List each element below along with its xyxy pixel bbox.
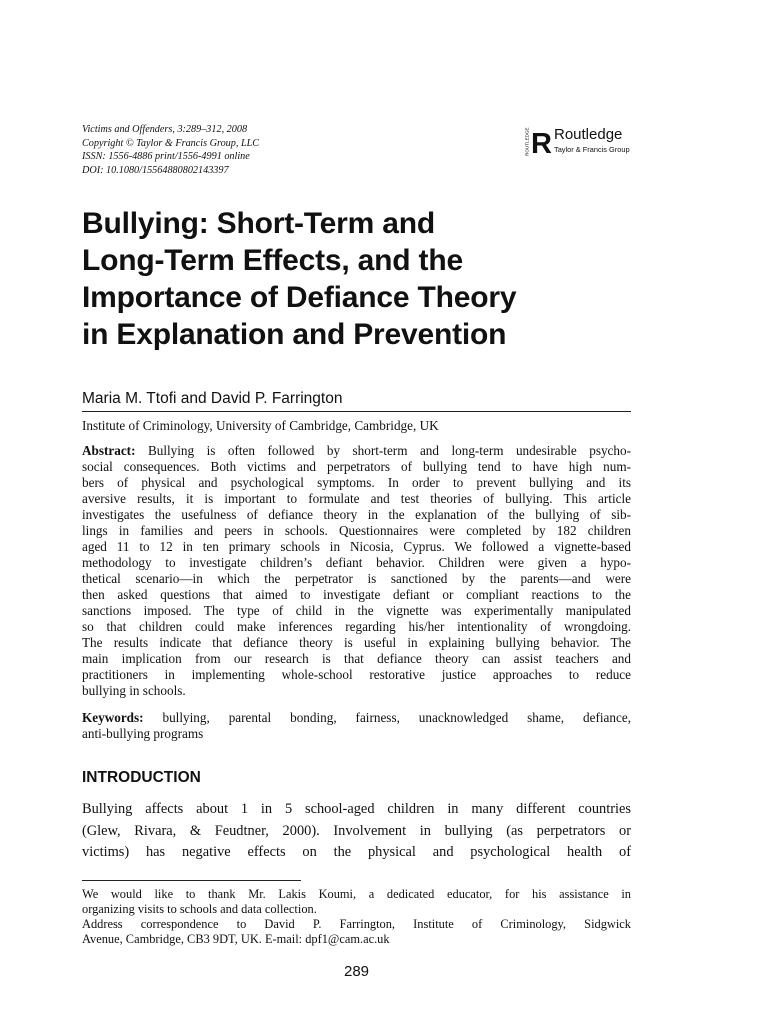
abstract-line: aged 11 to 12 in ten primary schools in Nicosia, Cyprus. We followed a vignette-based [82, 539, 631, 554]
abstract-line: bullying in schools. [82, 683, 186, 698]
abstract-line: thetical scenario—in which the perpetrator is sanctioned by the parents—and were [82, 571, 631, 586]
abstract-line: social consequences. Both victims and perpetrators of bullying tend to have high num- [82, 459, 631, 474]
publisher-name: Routledge [554, 126, 623, 143]
abstract-line: practitioners in implementing whole-school restorative justice approaches to reduce [82, 667, 631, 682]
author-affiliation: Institute of Criminology, University of Cambridge, Cambridge, UK [82, 418, 439, 433]
abstract-line: aversive results, it is important to formulate and test theories of bullying. This article [82, 491, 631, 506]
footnote-line: We would like to thank Mr. Lakis Koumi, a dedicated educator, for his assistance in [82, 887, 631, 901]
body-line: Bullying affects about 1 in 5 school-aged children in many different countries [82, 801, 631, 817]
abstract-line: so that children could make inferences regarding his/her intentionality of wrongdoing. [82, 619, 631, 634]
introduction-body [82, 799, 631, 864]
abstract [82, 443, 631, 699]
journal-citation: Victims and Offenders, 3:289–312, 2008 [82, 124, 248, 135]
footnote-line: organizing visits to schools and data collection. [82, 902, 317, 916]
abstract-line: The results indicate that defiance theory is useful in explaining bullying behavior. The [82, 635, 631, 650]
doi: DOI: 10.1080/15564880802143397 [82, 164, 229, 176]
publisher-subname: Taylor & Francis Group [554, 145, 630, 154]
body-line: victims) has negative effects on the physical and psychological health of [82, 844, 631, 860]
journal-metadata [82, 123, 412, 177]
footnote-line: Address correspondence to David P. Farrington, Institute of Criminology, Sidgwick [82, 917, 631, 931]
publisher-logo [522, 126, 642, 160]
keywords-line-text: bullying, parental bonding, fairness, unacknowledged shame, defiance, [143, 710, 631, 725]
body-line: (Glew, Rivara, & Feudtner, 2000). Involvement in bullying (as perpetrators or [82, 822, 631, 839]
title-line: Long-Term Effects, and the [82, 244, 463, 277]
abstract-line: main implication from our research is that defiance theory can assist teachers and [82, 651, 631, 666]
abstract-line: sanctions imposed. The type of child in the vignette was experimentally manipulated [82, 603, 631, 618]
abstract-line [82, 443, 631, 459]
abstract-line-text: Bullying is often followed by short-term and long-term undesirable psycho- [135, 443, 631, 458]
abstract-line: then asked questions that aimed to investigate defiant or compliant reactions to the [82, 587, 631, 602]
abstract-line: lings in families and peers in schools. Questionnaires were completed by 182 children [82, 523, 631, 538]
issn: ISSN: 1556-4886 print/1556-4991 online [82, 151, 250, 162]
publisher-r-mark: R [531, 128, 552, 160]
article-title [82, 205, 682, 353]
abstract-line: bers of physical and psychological symptoms. In order to prevent bullying and its [82, 475, 631, 490]
abstract-line: methodology to investigate children’s defiant behavior. Children were given a hypo- [82, 555, 631, 570]
publisher-vertical-mark: ROUTLEDGE [524, 127, 530, 156]
author-names: Maria M. Ttofi and David P. Farrington [82, 390, 343, 407]
keywords-line [82, 710, 631, 726]
footnote-divider [82, 880, 301, 881]
title-line: Bullying: Short-Term and [82, 207, 435, 240]
keywords [82, 710, 631, 742]
footnote-line: Avenue, Cambridge, CB3 9DT, UK. E-mail: dpf1@cam.ac.uk [82, 932, 390, 946]
keywords-line: anti-bullying programs [82, 726, 204, 741]
footnote [82, 887, 631, 947]
page-number: 289 [343, 963, 370, 980]
keywords-label: Keywords: [82, 710, 144, 725]
abstract-line: investigates the usefulness of defiance theory in the explanation of the bullying of sib- [82, 507, 631, 522]
abstract-label: Abstract: [82, 443, 136, 458]
title-line: in Explanation and Prevention [82, 318, 507, 351]
copyright-notice: Copyright © Taylor & Francis Group, LLC [82, 137, 260, 149]
author-divider [82, 411, 631, 412]
routledge-logo-icon [522, 126, 552, 160]
section-heading-introduction: INTRODUCTION [82, 769, 201, 786]
title-line: Importance of Defiance Theory [82, 281, 517, 314]
